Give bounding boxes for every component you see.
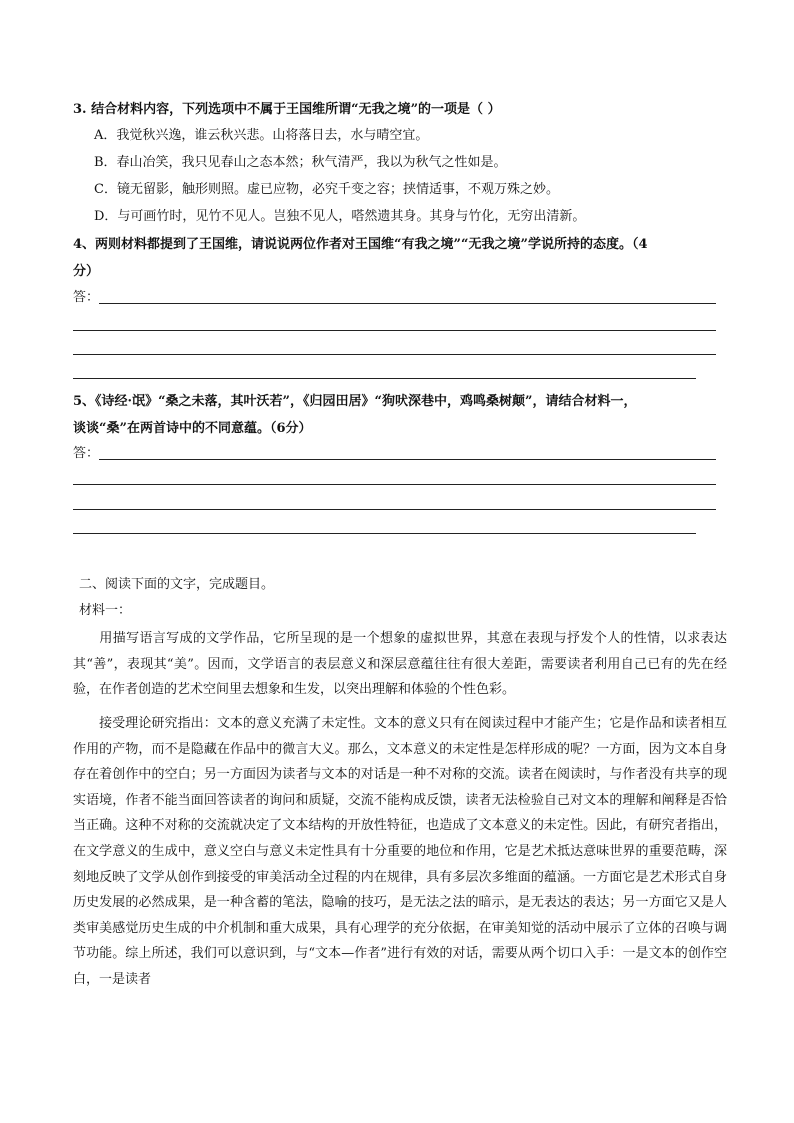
question-5-stem-line-2: 谈谈“桑”在两首诗中的不同意蕴。（6分） — [73, 421, 312, 436]
paragraph-text: 接受理论研究指出：文本的意义充满了未定性。文本的意义只有在阅读过程中才能产生；它是作品和读者相互作用的产物，而不是隐藏在作品中的微言大义。那么，文本意义的未定性是怎样形成的呢？一方面，因为文本自身存在着创作中的空白；另一方面因为读者与文本的对话是一种不对称的交流。读者在阅读时，与作者没有共享的现实语境，作者不能当面回答读者的询问和质疑，交流不能构成反馈，读者无法检验自己对文本的理解和阐释是否恰当正确。这种不对称的交流就决定了文本结构的开放性特征，也造成了文本意义的未定性。因此，有研究者指出，在文学意义的生成中，意义空白与意义未定性具有十分重要的地位和作用，它是艺术抵达意味世界的重要范畴，深刻地反映了文学从创作到接受的审美活动全过程的内在规律，具有多层次多维面的蕴涵。一方面它是艺术形式自身历史发展的必然成果，是一种含蓄的笔法，隐喻的技巧，是无法之法的暗示，是无表达的表达；另一方面它又是人类审美感觉历史生成的中介机制和重大成果，具有心理学的充分依据，在审美知觉的活动中展示了立体的召唤与调节功能。综上所述，我们可以意识到，与“文本—作者”进行有效的对话，需要从两个切口入手：一是文本的创作空白，一是读者 — [73, 716, 727, 987]
question-4-answer-line — [73, 378, 696, 379]
paragraph-text: 用描写语言写成的文学作品，它所呈现的是一个想象的虚拟世界，其意在表现与抒发个人的性情，以求表达其“善”，表现其“美”。因而，文学语言的表层意义和深层意蕴往往有很大差距，需要读者利用自己已有的先在经验，在作者创造的艺术空间里去想象和生发，以突出理解和体验的个性色彩。 — [73, 631, 727, 698]
question-3-option-c: C．镜无留影，触形则照。虚已应物，必究千变之容；挟情适事，不观万殊之妙。 — [94, 182, 559, 197]
question-3-option-d: D．与可画竹时，见竹不见人。岂独不见人，嗒然遗其身。其身与竹化，无穷出清新。 — [94, 209, 586, 224]
question-5-answer-line — [73, 484, 716, 485]
question-5-answer-line — [73, 533, 696, 534]
question-4-answer-label: 答： — [73, 290, 100, 305]
question-4-stem-line-1: 4、两则材料都提到了王国维，请说说两位作者对王国维“有我之境”“无我之境”学说所持的态度。（4 — [73, 237, 648, 252]
question-3-option-a: A．我觉秋兴逸，谁云秋兴悲。山将落日去，水与晴空宜。 — [94, 128, 429, 143]
question-5-answer-line — [99, 459, 716, 460]
question-3-option-b: B．春山冶笑，我只见春山之态本然；秋气清严，我以为秋气之性如是。 — [94, 155, 507, 170]
question-4-answer-line — [99, 303, 716, 304]
question-4-answer-line — [73, 354, 716, 355]
material-1-paragraph-2 — [73, 711, 727, 993]
material-1-paragraph-1 — [73, 626, 727, 703]
material-1-label: 材料一： — [79, 603, 132, 618]
question-5-stem-line-1: 5、《诗经·氓》“桑之未落，其叶沃若”，《归园田居》“狗吠深巷中，鸡鸣桑树颠”，请结合材料一， — [73, 394, 637, 409]
question-5-answer-line — [73, 509, 716, 510]
section-2-heading: 二、阅读下面的文字，完成题目。 — [79, 577, 275, 592]
question-3-stem: 3. 结合材料内容，下列选项中不属于王国维所谓“无我之境”的一项是（ ） — [73, 102, 501, 117]
question-4-answer-line — [73, 330, 716, 331]
question-4-stem-line-2: 分） — [73, 264, 100, 279]
question-5-answer-label: 答： — [73, 446, 100, 461]
